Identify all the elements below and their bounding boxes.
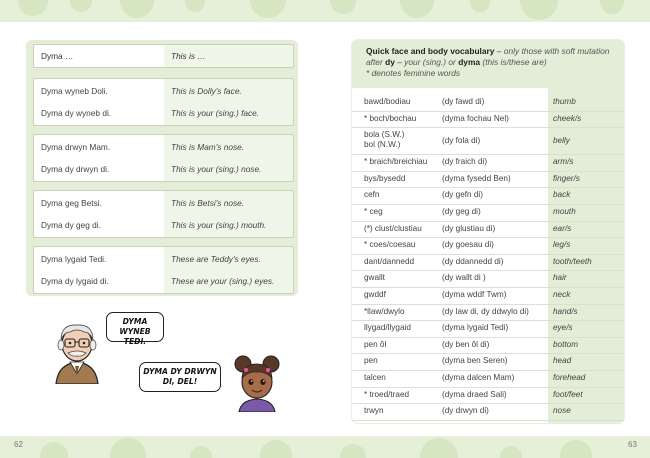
- vocab-welsh: (*) clust/clustiau: [364, 223, 422, 233]
- vocab-example: (dy ben ôl di): [442, 339, 490, 349]
- phrase-group-4: [33, 246, 294, 294]
- bubble-line: DI, DEL!: [162, 377, 198, 386]
- vocab-welsh: [364, 130, 405, 150]
- vocab-row: [352, 237, 624, 255]
- header-english: This is …: [171, 51, 206, 61]
- vocab-example: (dyma wddf Twm): [442, 290, 507, 299]
- vocab-example: (dyma fysedd Ben): [442, 173, 511, 183]
- phrase-english: This is Mam's nose.: [171, 142, 245, 152]
- vocab-row: [352, 221, 624, 239]
- vocab-english: leg/s: [553, 240, 571, 250]
- vocab-example: (dy fawd di): [442, 97, 485, 106]
- phrase-welsh: Dyma dy drwyn di.: [41, 164, 110, 174]
- phrase-english: This is Dolly's face.: [171, 86, 242, 96]
- phrase-english: This is your (sing.) mouth.: [171, 220, 267, 230]
- vocab-welsh: * coes/coesau: [364, 240, 416, 250]
- vocab-example: (dy gefn di): [442, 190, 483, 200]
- vocab-example: (dyma fochau Nel): [442, 113, 509, 123]
- vocab-welsh: * ceg: [364, 207, 383, 216]
- phrase-english: This is Betsi's nose.: [171, 198, 245, 208]
- phrase-welsh: Dyma wyneb Doli.: [41, 86, 108, 96]
- phrase-welsh: Dyma lygaid Tedi.: [41, 254, 107, 264]
- vocab-english: mouth: [553, 207, 576, 216]
- vocab-example: (dy law di, dy ddwylo di): [442, 306, 529, 316]
- vocab-welsh: bawd/bodiau: [364, 97, 411, 106]
- top-decor-band: [0, 0, 650, 22]
- vocab-english: tooth/teeth: [553, 256, 592, 266]
- vocab-example: (dyma dalcen Mam): [442, 373, 515, 382]
- title-dyma: dyma: [458, 57, 481, 67]
- vocab-row: [352, 171, 624, 189]
- vocab-row: [352, 320, 624, 338]
- phrase-welsh: Dyma dy wyneb di.: [41, 108, 112, 118]
- feminine-note: * denotes feminine words: [366, 68, 461, 78]
- vocab-row: [352, 270, 624, 288]
- vocab-english: foot/feet: [553, 389, 583, 399]
- phrase-group-3: [33, 190, 294, 238]
- title-rest: – only those with soft mutation after: [366, 46, 610, 67]
- title-mid: – your (sing.) or: [394, 57, 459, 67]
- vocab-english: arm/s: [553, 157, 574, 167]
- phrase-group-2: [33, 134, 294, 182]
- vocab-welsh: dant/dannedd: [364, 256, 415, 266]
- vocab-english: forehead: [553, 373, 586, 382]
- vocab-welsh: pen: [364, 356, 378, 366]
- vocabulary-title: [366, 46, 618, 79]
- vocab-english: cheek/s: [553, 113, 582, 123]
- bubble-line: TEDI.: [123, 337, 147, 346]
- vocab-welsh: talcen: [364, 373, 386, 382]
- vocab-row: [352, 154, 624, 172]
- phrase-english: This is your (sing.) face.: [171, 108, 260, 118]
- phrase-welsh: Dyma dy geg di.: [41, 220, 101, 230]
- page-number-right: 63: [628, 440, 637, 449]
- vocab-row: [352, 370, 624, 388]
- vocab-welsh-line: bola (S.W.): [364, 130, 405, 140]
- vocab-english: belly: [553, 136, 570, 146]
- vocab-row: [352, 187, 624, 205]
- vocab-row: [352, 94, 624, 112]
- vocab-english: thumb: [553, 97, 576, 106]
- vocab-example: (dy drwyn di): [442, 406, 489, 416]
- vocab-example: (dy wallt di ): [442, 273, 486, 283]
- vocab-welsh: pen ôl: [364, 339, 387, 349]
- vocab-english: back: [553, 190, 571, 200]
- vocab-english: finger/s: [553, 173, 580, 183]
- vocab-row: [352, 127, 624, 155]
- vocab-welsh: cefn: [364, 190, 380, 200]
- vocab-row: [352, 287, 624, 305]
- title-bold: Quick face and body vocabulary: [366, 46, 495, 56]
- vocab-example: (dyma lygaid Tedi): [442, 323, 509, 333]
- girl-speech-bubble: [139, 362, 221, 392]
- vocab-welsh: *llaw/dwylo: [364, 306, 405, 316]
- phrase-english: These are your (sing.) eyes.: [171, 276, 275, 286]
- vocab-row: [352, 304, 624, 322]
- vocab-welsh: gwallt: [364, 273, 385, 283]
- vocab-welsh: * boch/bochau: [364, 113, 417, 123]
- vocab-row: [352, 353, 624, 371]
- bottom-decor-band: [0, 436, 650, 458]
- vocab-welsh: * braich/breichiau: [364, 157, 428, 167]
- grandpa-illustration: [52, 318, 102, 389]
- vocab-row: [352, 111, 624, 129]
- phrase-welsh: Dyma dy lygaid di.: [41, 276, 109, 286]
- vocab-example: (dy ddannedd di): [442, 256, 504, 266]
- phrase-english: These are Teddy's eyes.: [171, 254, 261, 264]
- vocab-english: hand/s: [553, 306, 578, 316]
- vocab-english: nose: [553, 406, 571, 416]
- vocab-row: [352, 204, 624, 222]
- vocab-row: [352, 403, 624, 421]
- phrase-english: This is your (sing.) nose.: [171, 164, 262, 174]
- vocab-example: (dy geg di): [442, 207, 481, 216]
- vocab-example: (dyma ben Seren): [442, 356, 508, 366]
- vocab-row: [352, 254, 624, 272]
- vocab-english: neck: [553, 290, 571, 299]
- phrase-table-header: [33, 44, 294, 68]
- vocab-welsh-line: bol (N.W.): [364, 140, 401, 150]
- vocab-example: (dy fola di): [442, 136, 481, 146]
- grandpa-speech-bubble: [106, 312, 164, 346]
- vocab-row: [352, 387, 624, 405]
- vocab-example: (dy goesau di): [442, 240, 494, 250]
- bubble-line: DYMA DY DRWYN: [143, 367, 217, 376]
- title-end: (this is/these are): [480, 57, 547, 67]
- header-welsh: Dyma …: [41, 51, 74, 61]
- vocab-english: head: [553, 356, 572, 366]
- vocab-welsh: llygad/llygaid: [364, 323, 411, 333]
- vocab-welsh: * troed/traed: [364, 389, 410, 399]
- vocab-welsh: gwddf: [364, 290, 386, 299]
- vocab-row: [352, 337, 624, 355]
- phrase-welsh: Dyma geg Betsi.: [41, 198, 102, 208]
- page-number-left: 62: [14, 440, 23, 449]
- vocab-example: (dy glustiau di): [442, 223, 496, 233]
- vocab-welsh: trwyn: [364, 406, 384, 416]
- vocab-example: (dyma draed Sali): [442, 389, 507, 399]
- vocab-english: bottom: [553, 339, 579, 349]
- girl-illustration: [229, 354, 285, 417]
- title-dy: dy: [385, 57, 395, 67]
- phrase-welsh: Dyma drwyn Mam.: [41, 142, 111, 152]
- vocab-welsh: bys/bysedd: [364, 173, 406, 183]
- vocab-english: eye/s: [553, 323, 573, 333]
- vocab-english: ear/s: [553, 223, 572, 233]
- phrase-group-1: [33, 78, 294, 126]
- vocab-english: hair: [553, 273, 567, 283]
- vocab-example: (dy fraich di): [442, 157, 488, 167]
- bubble-line: DYMA WYNEB: [119, 317, 151, 336]
